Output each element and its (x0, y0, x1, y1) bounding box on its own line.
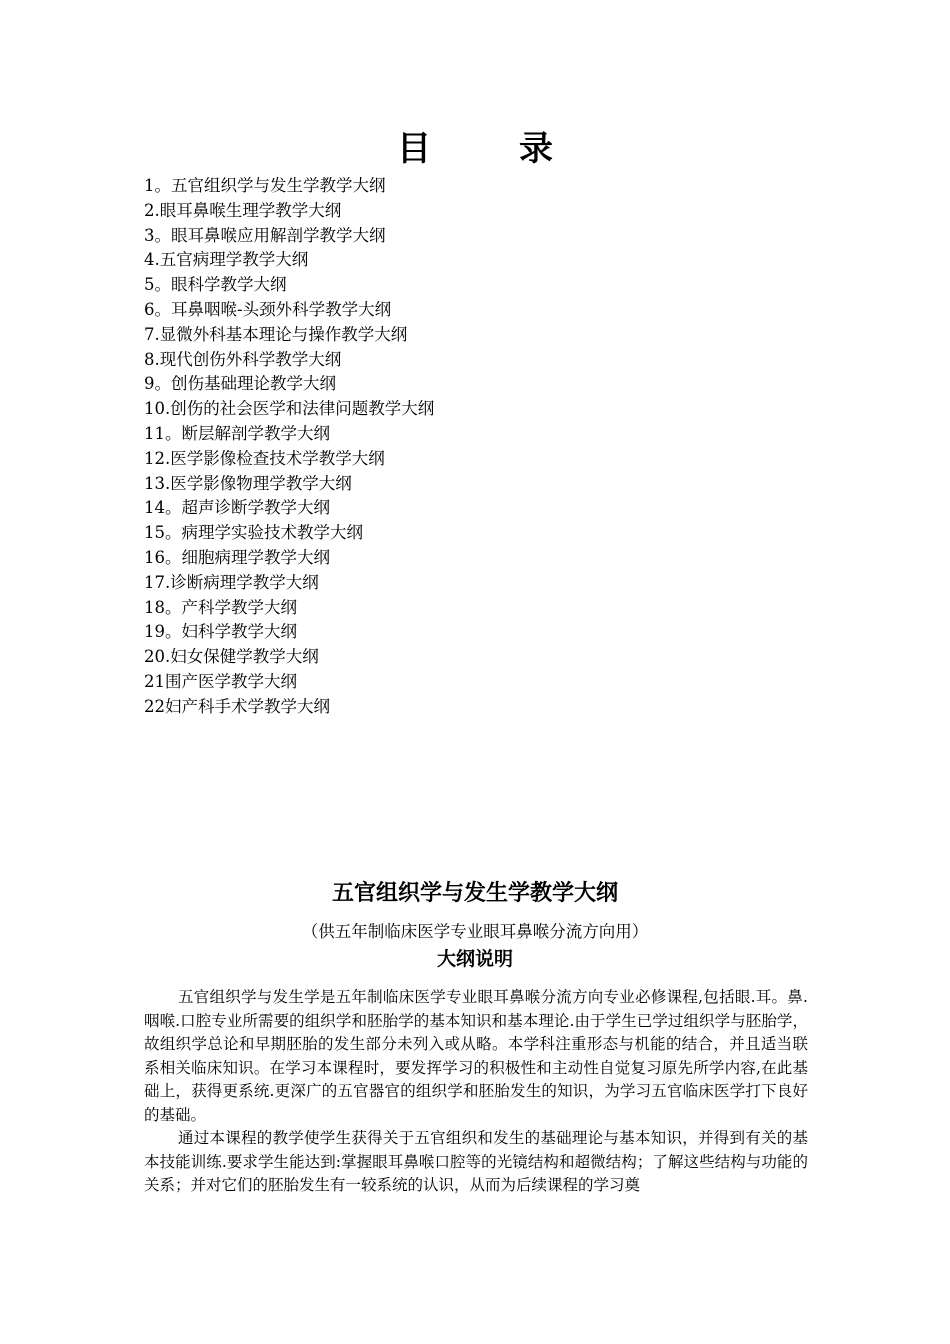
toc-item: 16。细胞病理学教学大纲 (144, 547, 330, 567)
toc-item: 4.五官病理学教学大纲 (144, 250, 309, 270)
toc-item: 13.医学影像物理学教学大纲 (144, 473, 352, 493)
toc-item: 19。妇科学教学大纲 (144, 622, 297, 642)
toc-item: 17.诊断病理学教学大纲 (144, 572, 319, 592)
toc-item: 12.医学影像检查技术学教学大纲 (144, 448, 385, 468)
toc-item: 9。创伤基础理论教学大纲 (144, 374, 336, 394)
document-subtitle: （供五年制临床医学专业眼耳鼻喉分流方向用） (301, 922, 649, 941)
paragraph: 五官组织学与发生学是五年制临床医学专业眼耳鼻喉分流方向专业必修课程,包括眼.耳。鼻.咽喉.口腔专业所需要的组织学和胚胎学的基本知识和基本理论.由于学生已学过组织学与胚胎学，故组织学总论和早期胚胎的发生部分未列入或从略。本学科注重形态与机能的结合，并且适当联系相关临床知识。在学习本课程时，要发挥学习的积极性和主动性自觉复习原先所学内容,在此基础上，获得更系统.更深广的五官器官的组织学和胚胎发生的知识，为学习五官临床医学打下良好的基础。 (144, 988, 808, 1124)
body-text (144, 986, 808, 1198)
toc-item: 14。超声诊断学教学大纲 (144, 498, 330, 518)
toc-item: 18。产科学教学大纲 (144, 597, 297, 617)
toc-item: 22妇产科手术学教学大纲 (144, 696, 330, 716)
toc-item: 20.妇女保健学教学大纲 (144, 647, 319, 667)
document-title: 五官组织学与发生学教学大纲 (331, 881, 618, 906)
toc-item: 21围产医学教学大纲 (144, 671, 297, 691)
section-title: 大纲说明 (436, 948, 513, 970)
toc-title: 目录 (397, 129, 641, 169)
toc-item: 1。五官组织学与发生学教学大纲 (144, 176, 386, 195)
toc-item: 7.显微外科基本理论与操作教学大纲 (144, 324, 408, 344)
paragraph: 通过本课程的教学使学生获得关于五官组织和发生的基础理论与基本知识，并得到有关的基本技能训练.要求学生能达到:掌握眼耳鼻喉口腔等的光镜结构和超微结构；了解这些结构与功能的关系；并对它们的胚胎发生有一较系统的认识，从而为后续课程的学习奠 (144, 1129, 808, 1194)
toc-item: 11。断层解剖学教学大纲 (144, 423, 330, 443)
toc-item: 8.现代创伤外科学教学大纲 (144, 349, 342, 369)
toc-item: 10.创伤的社会医学和法律问题教学大纲 (144, 399, 435, 419)
toc-list (144, 174, 434, 720)
toc-item: 15。病理学实验技术教学大纲 (144, 523, 363, 543)
toc-item: 3。眼耳鼻喉应用解剖学教学大纲 (144, 225, 386, 245)
toc-item: 2.眼耳鼻喉生理学教学大纲 (144, 200, 342, 220)
toc-item: 6。耳鼻咽喉-头颈外科学教学大纲 (144, 299, 392, 319)
toc-item: 5。眼科学教学大纲 (144, 275, 287, 295)
